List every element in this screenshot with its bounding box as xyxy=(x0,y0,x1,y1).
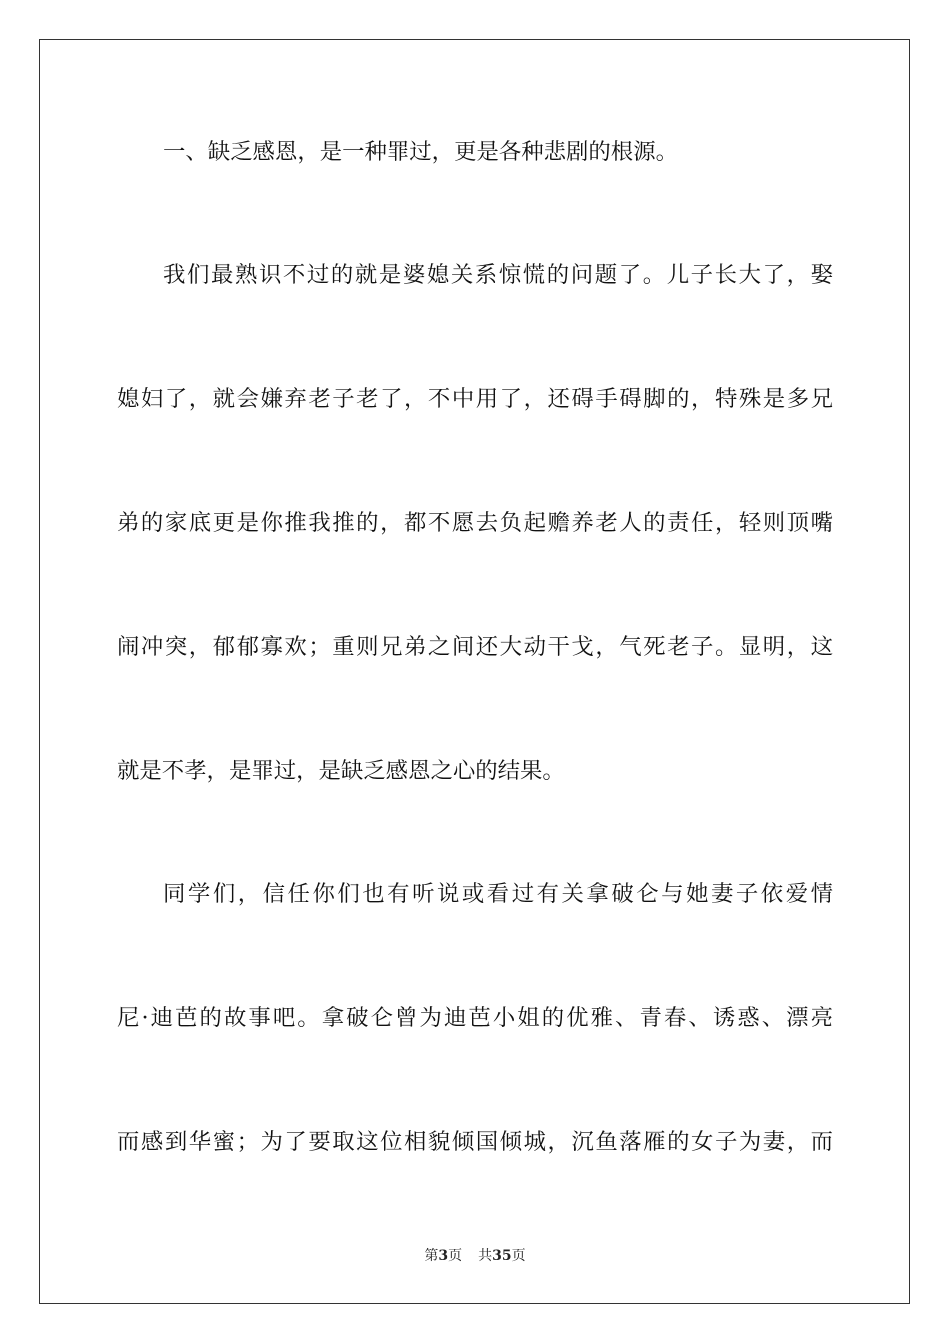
paragraph-line-3: 媳妇了，就会嫌弃老子老了，不中用了，还碍手碍脚的，特殊是多兄 xyxy=(117,386,833,412)
page-prefix: 第 xyxy=(424,1248,439,1264)
page-number: 3 xyxy=(438,1248,449,1264)
paragraph-line-7: 同学们，信任你们也有听说或看过有关拿破仑与她妻子依爱情 xyxy=(163,881,833,907)
paragraph-line-2: 我们最熟识不过的就是婆媳关系惊慌的问题了。儿子长大了，娶 xyxy=(163,262,833,288)
paragraph-line-4: 弟的家底更是你推我推的，都不愿去负起赡养老人的责任，轻则顶嘴 xyxy=(117,510,833,536)
page-footer xyxy=(0,1246,950,1266)
paragraph-line-8: 尼·迪芭的故事吧。拿破仑曾为迪芭小姐的优雅、青春、诱惑、漂亮 xyxy=(117,1005,833,1031)
paragraph-line-5: 闹冲突，郁郁寡欢；重则兄弟之间还大动干戈，气死老子。显明，这 xyxy=(117,634,833,660)
paragraph-line-1: 一、缺乏感恩，是一种罪过，更是各种悲剧的根源。 xyxy=(163,139,678,165)
total-pages: 35 xyxy=(492,1248,512,1264)
page-border xyxy=(39,39,910,1304)
total-prefix: 共 xyxy=(478,1248,493,1264)
paragraph-line-9: 而感到华蜜；为了要取这位相貌倾国倾城，沉鱼落雁的女子为妻，而 xyxy=(117,1129,833,1155)
paragraph-line-6: 就是不孝，是罪过，是缺乏感恩之心的结果。 xyxy=(117,758,565,784)
page-suffix: 页 xyxy=(448,1248,463,1264)
total-suffix: 页 xyxy=(511,1248,526,1264)
